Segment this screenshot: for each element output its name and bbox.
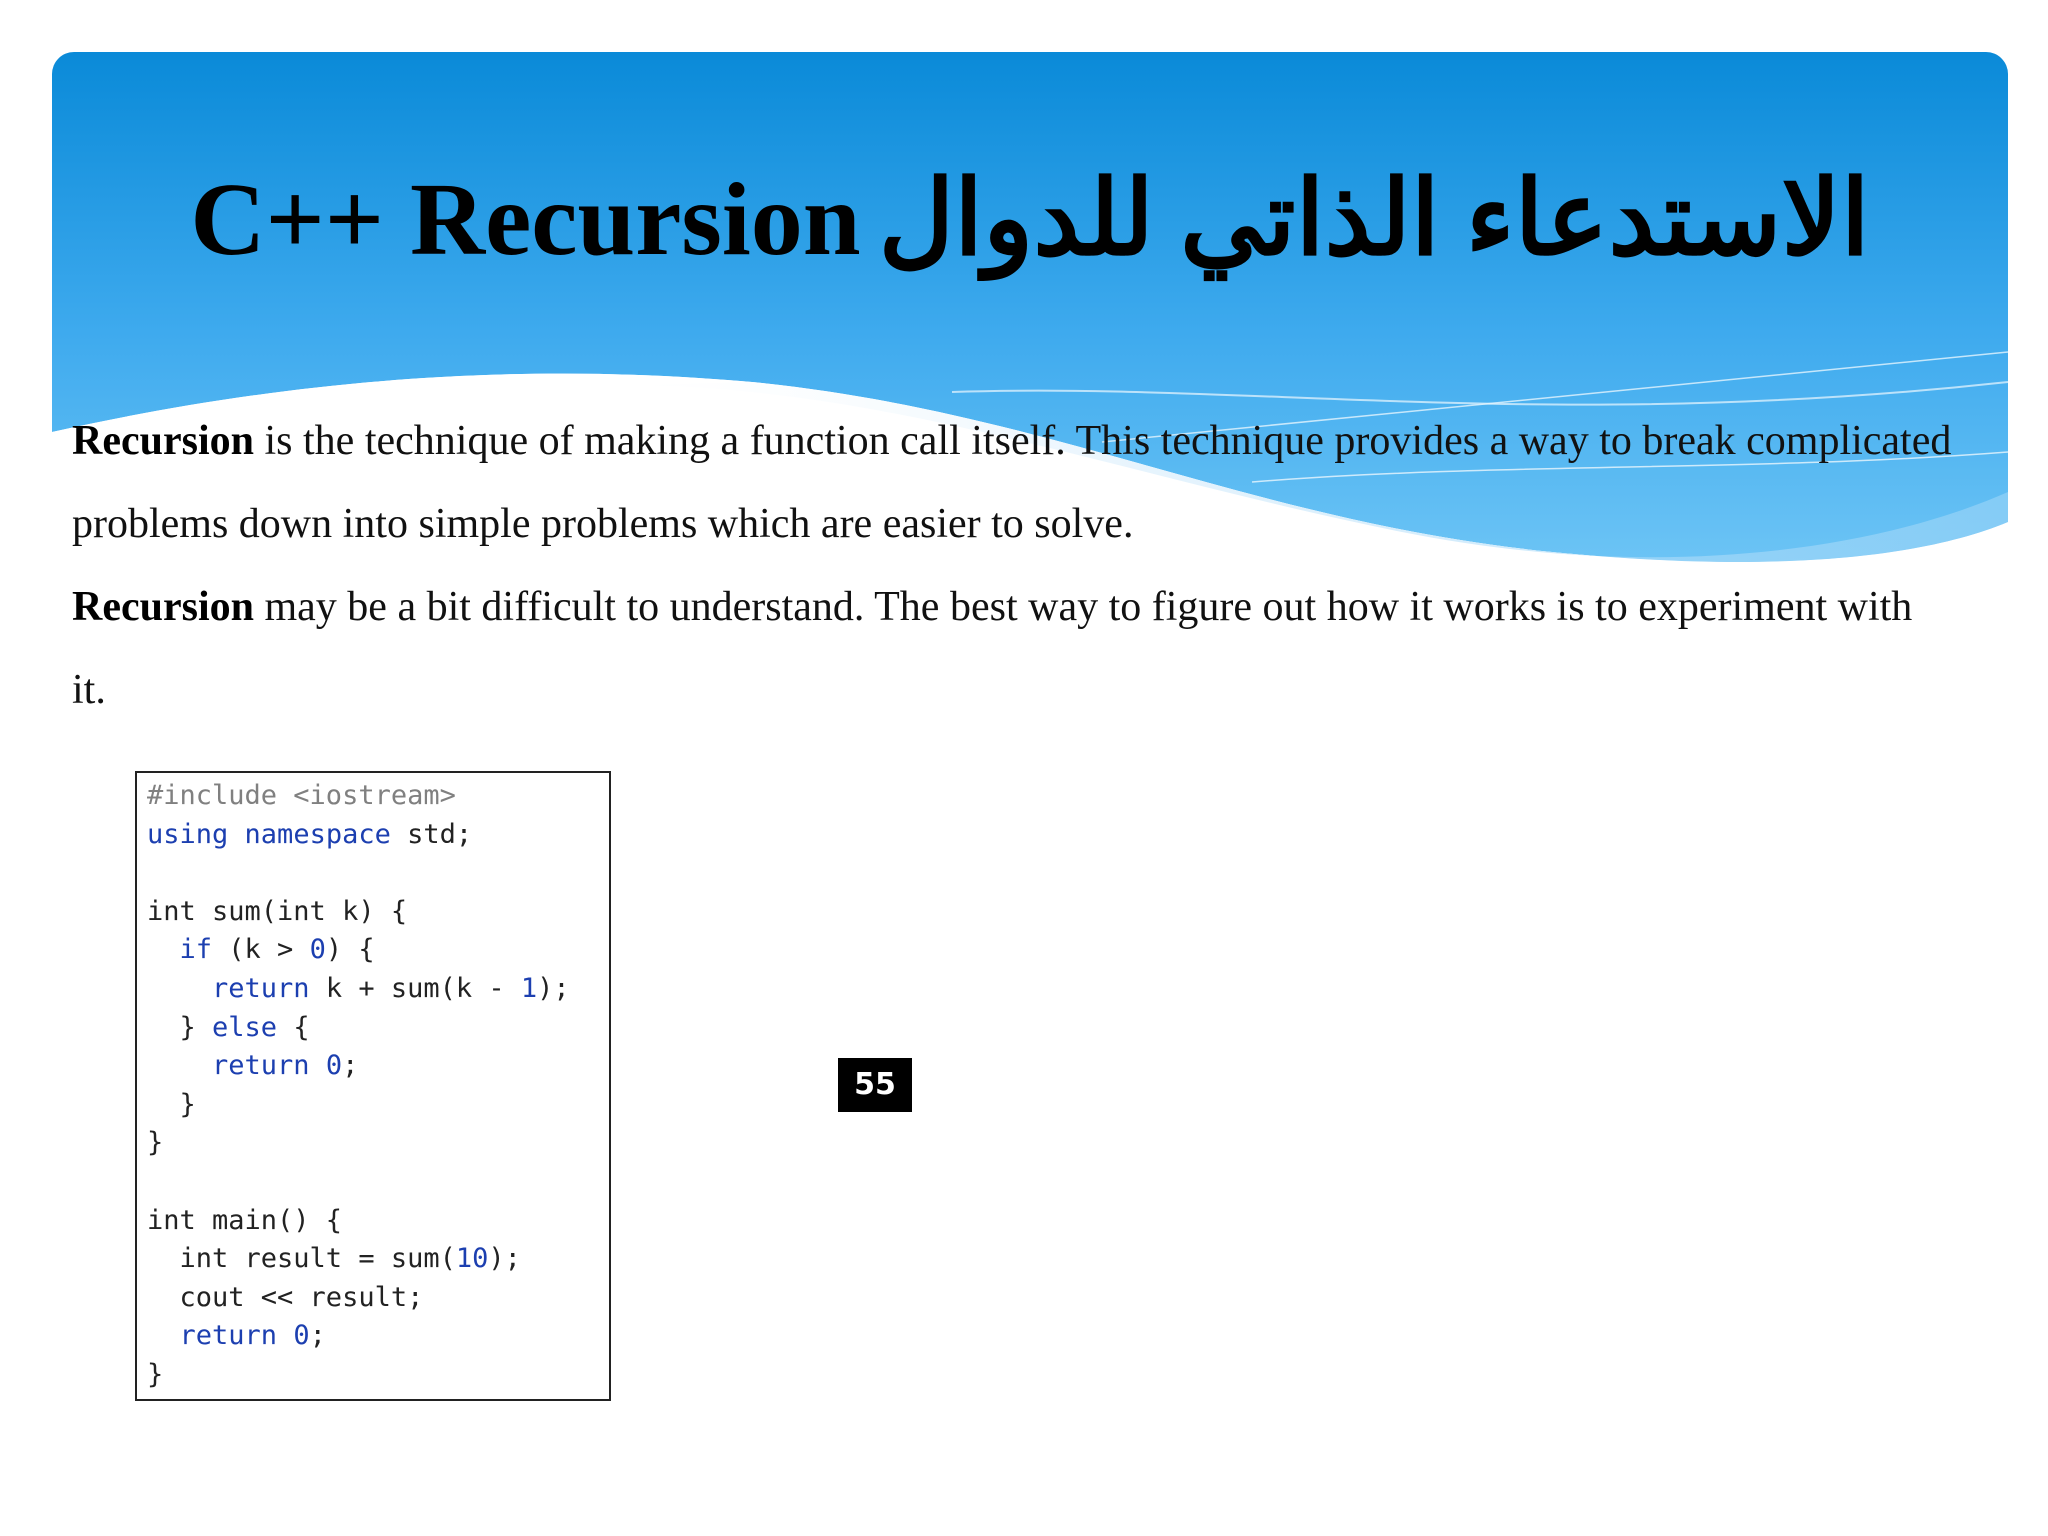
code-line: if (k > 0) { xyxy=(179,934,375,966)
paragraph-2-bold: Recursion xyxy=(72,584,254,630)
code-line: } xyxy=(147,1358,164,1390)
code-line xyxy=(147,854,609,893)
paragraph-1-bold: Recursion xyxy=(72,418,254,464)
slide-title-arabic: الاستدعاء الذاتي للدوال xyxy=(878,162,1870,277)
code-line: #include <iostream> xyxy=(147,780,456,811)
code-line: int result = sum(10); xyxy=(147,1243,521,1275)
slide-title-english: C++ Recursion xyxy=(190,162,861,277)
code-line: return 0; xyxy=(179,1320,326,1352)
slide-title xyxy=(52,160,2008,280)
code-line xyxy=(147,1163,609,1202)
code-line: } else { xyxy=(147,1011,310,1043)
program-output: 55 xyxy=(838,1058,912,1112)
code-line: return k + sum(k - 1); xyxy=(212,972,570,1004)
code-line: return 0; xyxy=(212,1050,359,1082)
code-snippet xyxy=(135,771,611,1401)
code-line: int sum(int k) { xyxy=(147,895,408,927)
paragraph-2-text: may be a bit difficult to understand. The best way to figure out how it works is to experiment with it. xyxy=(72,584,1913,713)
paragraph-1 xyxy=(72,400,1952,566)
code-line: } xyxy=(147,1088,196,1120)
paragraph-2 xyxy=(72,566,1952,732)
code-line: using namespace std; xyxy=(147,818,473,850)
code-line: } xyxy=(147,1127,164,1159)
code-line: cout << result; xyxy=(147,1281,424,1313)
paragraph-1-text: is the technique of making a function call itself. This technique provides a way to break complicated problems down into simple problems which are easier to solve. xyxy=(72,418,1952,547)
code-line: int main() { xyxy=(147,1204,343,1236)
slide-body xyxy=(72,400,1952,732)
